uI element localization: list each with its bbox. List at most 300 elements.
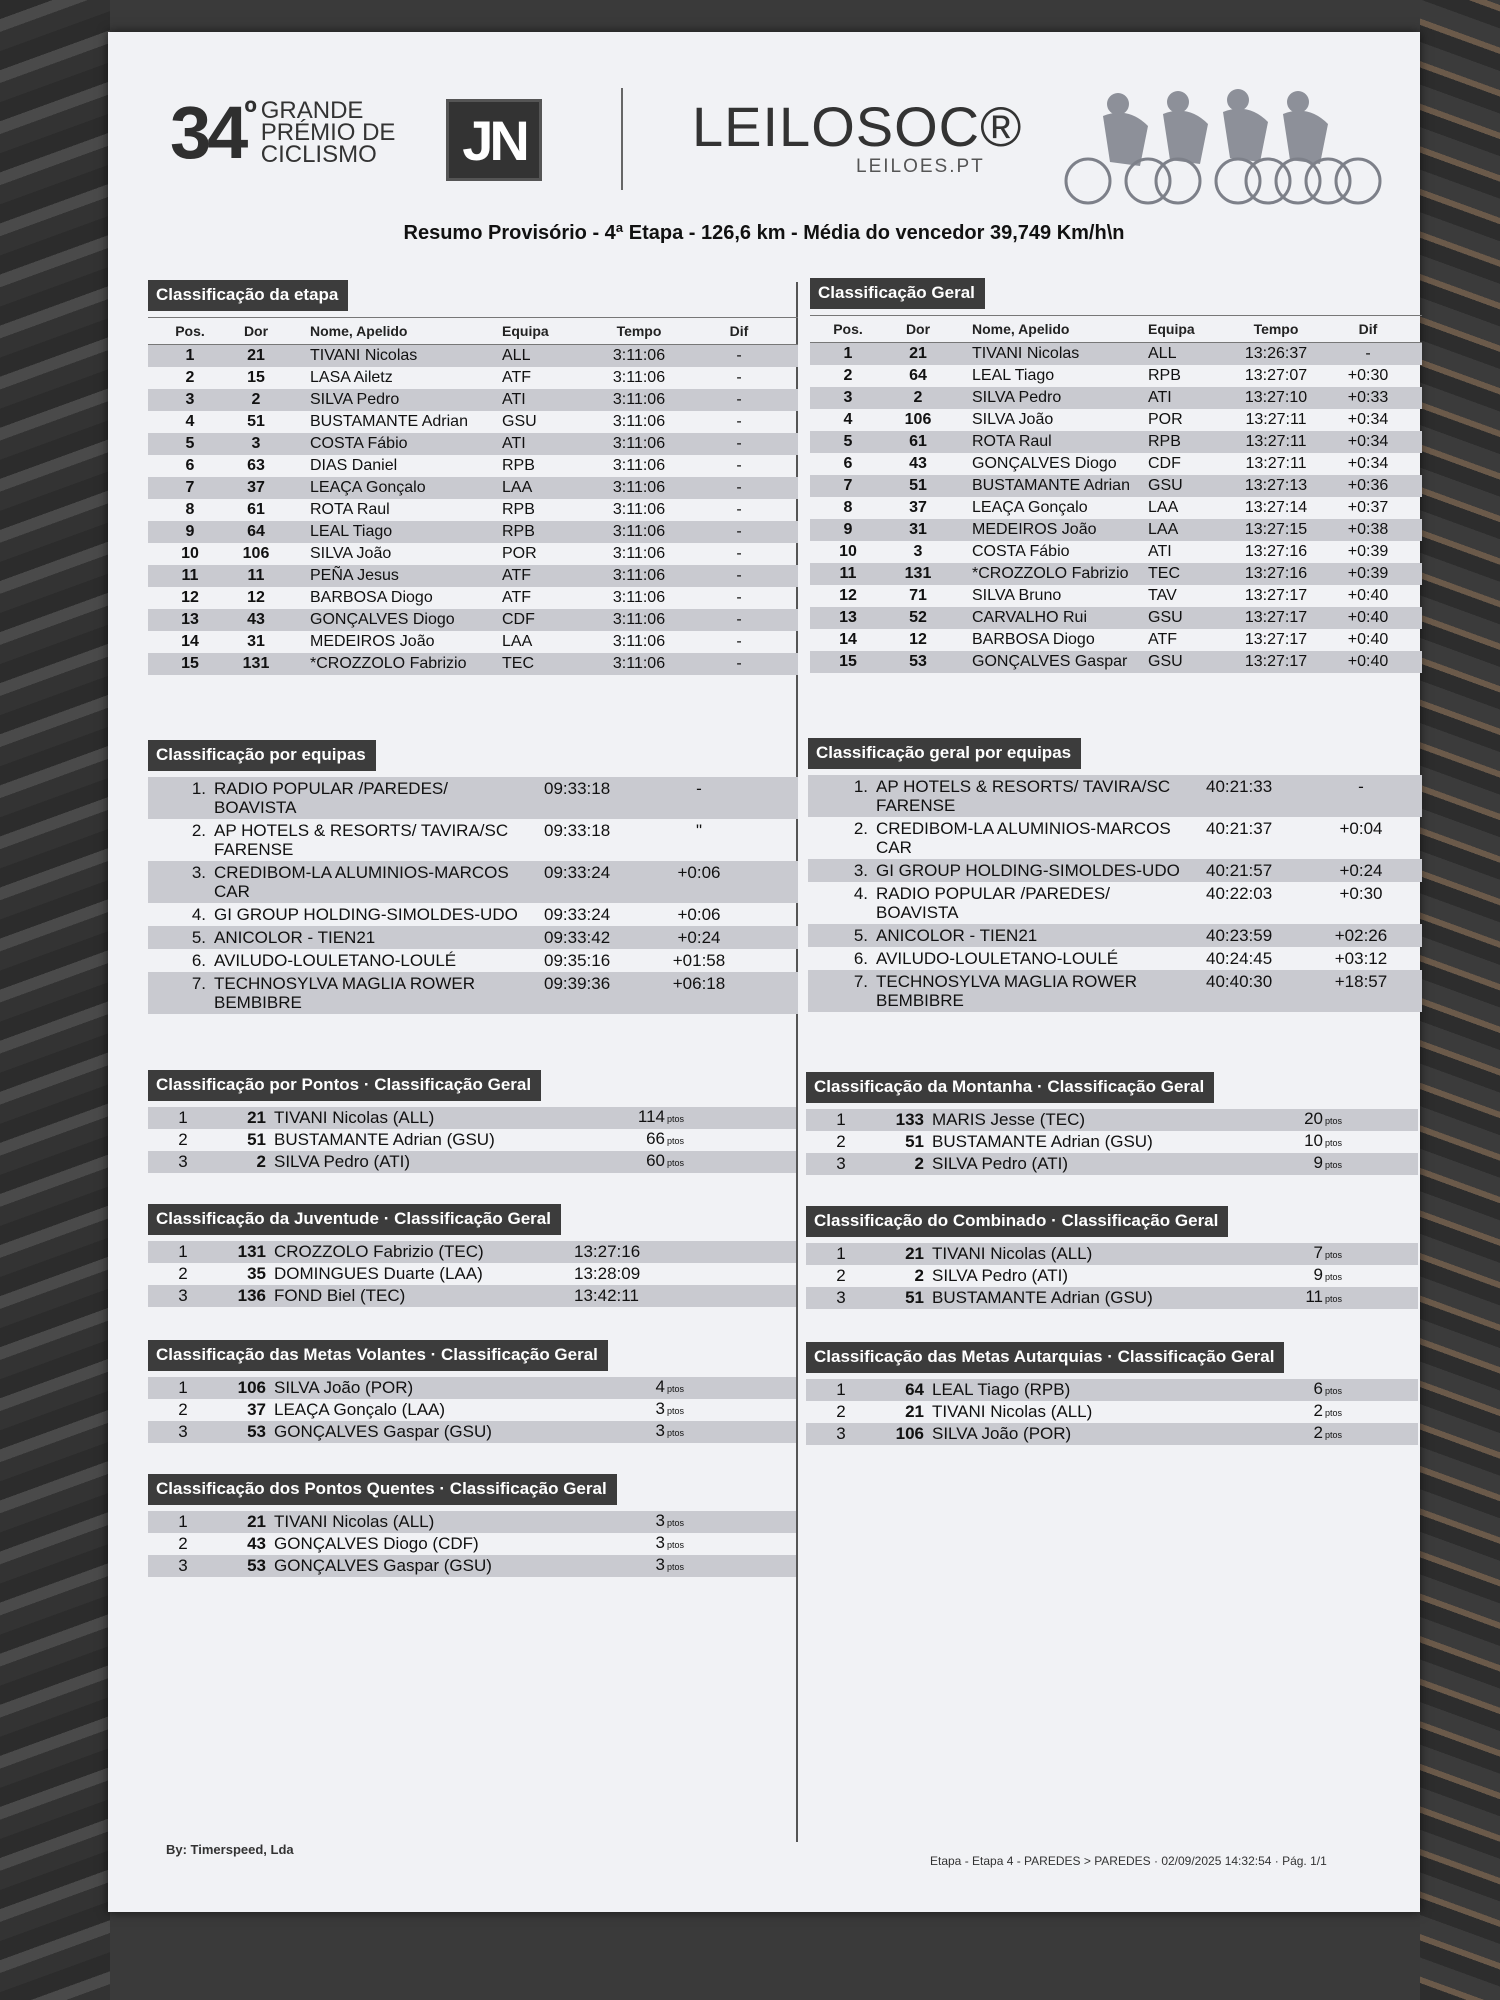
team-row xyxy=(808,970,1422,1012)
section-title: Classificação dos Pontos Quentes · Classificação Geral xyxy=(148,1474,617,1505)
bib-number: 131 xyxy=(237,1242,266,1261)
team-position: 6. xyxy=(853,949,868,968)
team-position: 1. xyxy=(191,779,206,798)
table-cell: MEDEIROS João xyxy=(310,633,435,650)
team-time: 40:22:03 xyxy=(1206,884,1273,903)
points-cell xyxy=(574,1398,684,1422)
table-cell: +0:34 xyxy=(1347,411,1389,428)
points-value: 66 xyxy=(646,1129,665,1148)
table-row xyxy=(148,521,798,543)
table-row xyxy=(148,1285,796,1307)
team-gap: +02:26 xyxy=(1334,926,1388,945)
team-gap: - xyxy=(696,779,702,798)
rank: 3 xyxy=(178,1422,188,1441)
mountain-classification xyxy=(806,1072,1418,1175)
rider-name: TIVANI Nicolas (ALL) xyxy=(274,1108,435,1127)
section-title: Classificação geral por equipas xyxy=(808,738,1081,769)
table-cell: COSTA Fábio xyxy=(310,435,408,452)
table-cell: 8 xyxy=(185,501,195,518)
table-cell: 8 xyxy=(843,499,853,516)
team-row xyxy=(808,947,1422,970)
table-cell: 52 xyxy=(909,609,927,626)
points-unit: ptos xyxy=(666,1518,684,1528)
table-row xyxy=(148,609,798,631)
page-title: Resumo Provisório - 4ª Etapa - 126,6 km - Média do vencedor 39,749 Km/h\n xyxy=(403,222,1125,244)
table-row xyxy=(148,1377,796,1399)
team-time: 09:33:18 xyxy=(544,779,611,798)
team-name: ANICOLOR - TIEN21 xyxy=(214,928,376,947)
bib-number: 21 xyxy=(247,1512,266,1531)
table-cell: TAV xyxy=(1148,587,1177,604)
section-title: Classificação da Juventude · Classificação Geral xyxy=(148,1204,561,1235)
table-row xyxy=(810,563,1422,585)
rider-name: SILVA João (POR) xyxy=(932,1424,1072,1443)
team-position: 2. xyxy=(191,821,206,840)
youth-classification xyxy=(148,1204,796,1307)
table-cell: 64 xyxy=(909,367,927,384)
rider-name: CROZZOLO Fabrizio (TEC) xyxy=(274,1242,484,1261)
team-stage-table xyxy=(148,777,798,1014)
team-time: 09:33:18 xyxy=(544,821,611,840)
points-value: 3 xyxy=(655,1421,665,1440)
table-cell: 13:26:37 xyxy=(1244,345,1308,362)
team-position: 4. xyxy=(191,905,206,924)
stage-table-body xyxy=(148,345,798,675)
table-cell: 13 xyxy=(839,609,857,626)
table-cell: BARBOSA Diogo xyxy=(972,631,1095,648)
table-cell: 106 xyxy=(904,411,932,428)
table-row xyxy=(810,519,1422,541)
table-cell: 2 xyxy=(913,389,923,406)
team-gap: +18:57 xyxy=(1334,972,1388,991)
table-cell: 13:27:14 xyxy=(1244,499,1308,516)
mountain-table xyxy=(806,1109,1418,1175)
rider-name: BUSTAMANTE Adrian (GSU) xyxy=(274,1130,495,1149)
bib-number: 37 xyxy=(247,1400,266,1419)
team-gap: +06:18 xyxy=(672,974,726,993)
team-name: GI GROUP HOLDING-SIMOLDES-UDO xyxy=(876,861,1180,880)
rider-time: 13:27:16 xyxy=(574,1242,641,1261)
table-cell: RPB xyxy=(502,501,535,518)
team-row xyxy=(148,819,798,861)
section-title: Classificação Geral xyxy=(810,278,985,309)
points-value: 3 xyxy=(655,1399,665,1418)
team-gap: +0:24 xyxy=(677,928,721,947)
table-cell: SILVA Bruno xyxy=(972,587,1062,604)
table-cell: 6 xyxy=(185,457,195,474)
table-cell: 12 xyxy=(247,589,265,606)
team-row xyxy=(148,949,798,972)
table-cell: 10 xyxy=(181,545,199,562)
table-row xyxy=(148,543,798,565)
team-row xyxy=(148,777,798,819)
table-row xyxy=(148,1263,796,1285)
table-cell: GSU xyxy=(1148,653,1183,670)
table-cell: 61 xyxy=(247,501,265,518)
table-cell: 106 xyxy=(242,545,270,562)
table-row xyxy=(810,387,1422,409)
team-name: GI GROUP HOLDING-SIMOLDES-UDO xyxy=(214,905,518,924)
table-cell: 7 xyxy=(185,479,195,496)
table-row xyxy=(806,1287,1418,1309)
team-row xyxy=(808,859,1422,882)
points-unit: ptos xyxy=(1324,1294,1342,1304)
section-title: Classificação por Pontos · Classificação Geral xyxy=(148,1070,541,1101)
team-row xyxy=(148,903,798,926)
table-cell: 2 xyxy=(843,367,853,384)
table-row xyxy=(810,409,1422,431)
table-cell: 9 xyxy=(843,521,853,538)
rider-name: SILVA João (POR) xyxy=(274,1378,414,1397)
table-row xyxy=(810,629,1422,651)
table-cell: 7 xyxy=(843,477,853,494)
section-title: Classificação do Combinado · Classificação Geral xyxy=(806,1206,1228,1237)
rider-name: LEAL Tiago (RPB) xyxy=(932,1380,1071,1399)
table-cell: 13:27:15 xyxy=(1244,521,1308,538)
youth-table xyxy=(148,1241,796,1307)
table-row xyxy=(806,1243,1418,1265)
points-unit: ptos xyxy=(1324,1160,1342,1170)
bib-number: 21 xyxy=(905,1244,924,1263)
general-table-body xyxy=(810,343,1422,673)
table-cell: GONÇALVES Diogo xyxy=(310,611,455,628)
table-cell: TEC xyxy=(1148,565,1180,582)
table-cell: PEÑA Jesus xyxy=(310,567,399,584)
table-cell: 5 xyxy=(843,433,853,450)
table-row xyxy=(148,1151,796,1173)
table-cell: ATF xyxy=(1148,631,1178,648)
bib-number: 106 xyxy=(895,1424,924,1443)
table-cell: SILVA João xyxy=(310,545,392,562)
jn-logo: JN xyxy=(446,99,542,181)
table-cell: +0:39 xyxy=(1347,565,1389,582)
table-cell: TIVANI Nicolas xyxy=(972,345,1080,362)
points-unit: ptos xyxy=(1324,1250,1342,1260)
table-cell: +0:40 xyxy=(1347,587,1389,604)
rider-name: SILVA Pedro (ATI) xyxy=(932,1266,1069,1285)
table-cell: 13:27:11 xyxy=(1245,455,1307,472)
combined-table xyxy=(806,1243,1418,1309)
team-time: 09:33:24 xyxy=(544,905,611,924)
table-row xyxy=(148,1511,796,1533)
table-row xyxy=(806,1109,1418,1131)
bib-number: 2 xyxy=(914,1266,924,1285)
team-name: AVILUDO-LOULETANO-LOULÉ xyxy=(876,949,1119,968)
rider-name: GONÇALVES Gaspar (GSU) xyxy=(274,1422,492,1441)
sponsor-url: LEILOES.PT xyxy=(856,156,985,177)
table-cell: 131 xyxy=(904,565,932,582)
table-cell: 3:11:06 xyxy=(612,567,666,584)
points-value: 7 xyxy=(1313,1243,1323,1262)
points-cell xyxy=(574,1376,684,1400)
rider-name: BUSTAMANTE Adrian (GSU) xyxy=(932,1288,1153,1307)
table-cell: LAA xyxy=(1148,499,1179,516)
table-cell: - xyxy=(736,545,742,562)
rank: 1 xyxy=(836,1244,846,1263)
rank: 1 xyxy=(178,1512,188,1531)
rank: 1 xyxy=(178,1108,188,1127)
table-cell: 3:11:06 xyxy=(612,479,666,496)
table-cell: +0:39 xyxy=(1347,543,1389,560)
table-cell: 13:27:11 xyxy=(1245,433,1307,450)
points-cell xyxy=(1232,1400,1342,1424)
table-cell: 14 xyxy=(839,631,857,648)
team-row xyxy=(808,924,1422,947)
section-title: Classificação por equipas xyxy=(148,740,376,771)
table-row xyxy=(806,1423,1418,1445)
table-cell: 3 xyxy=(913,543,923,560)
table-cell: LEAL Tiago xyxy=(972,367,1055,384)
table-cell: 12 xyxy=(839,587,857,604)
table-cell: ATI xyxy=(1148,389,1172,406)
team-position: 5. xyxy=(191,928,206,947)
bib-number: 51 xyxy=(905,1132,924,1151)
header-divider xyxy=(621,88,623,190)
rider-name: TIVANI Nicolas (ALL) xyxy=(932,1244,1093,1263)
table-cell: 3:11:06 xyxy=(612,347,666,364)
points-cell xyxy=(1232,1108,1342,1132)
table-cell: - xyxy=(736,347,742,364)
rank: 2 xyxy=(178,1534,188,1553)
points-unit: ptos xyxy=(666,1428,684,1438)
team-row xyxy=(148,861,798,903)
team-gap: +01:58 xyxy=(672,951,726,970)
table-cell: 131 xyxy=(242,655,270,672)
bib-number: 64 xyxy=(905,1380,924,1399)
team-gap: +0:04 xyxy=(1339,819,1383,838)
points-classification xyxy=(148,1070,796,1173)
points-unit: ptos xyxy=(1324,1408,1342,1418)
table-row xyxy=(810,651,1422,673)
bib-number: 2 xyxy=(256,1152,266,1171)
team-gap: +0:06 xyxy=(677,905,721,924)
rank: 3 xyxy=(178,1556,188,1575)
table-cell: GSU xyxy=(1148,477,1183,494)
rider-name: LEAÇA Gonçalo (LAA) xyxy=(274,1400,446,1419)
table-cell: CDF xyxy=(1148,455,1181,472)
points-value: 3 xyxy=(655,1511,665,1530)
table-cell: SILVA João xyxy=(972,411,1054,428)
points-cell xyxy=(1232,1378,1342,1402)
team-gap: +0:24 xyxy=(1339,861,1383,880)
table-cell: 3:11:06 xyxy=(612,369,666,386)
table-row xyxy=(148,455,798,477)
table-cell: *CROZZOLO Fabrizio xyxy=(310,655,467,672)
table-cell: CDF xyxy=(502,611,535,628)
table-cell: RPB xyxy=(1148,367,1181,384)
table-cell: MEDEIROS João xyxy=(972,521,1097,538)
points-value: 114 xyxy=(637,1107,665,1126)
rider-name: MARIS Jesse (TEC) xyxy=(932,1110,1086,1129)
table-cell: 13:27:10 xyxy=(1244,389,1308,406)
team-row xyxy=(808,775,1422,817)
table-cell: 11 xyxy=(181,567,199,584)
table-cell: 21 xyxy=(247,347,265,364)
bib-number: 106 xyxy=(237,1378,266,1397)
table-cell: 2 xyxy=(251,391,261,408)
table-cell: *CROZZOLO Fabrizio xyxy=(972,565,1129,582)
table-cell: 3:11:06 xyxy=(612,655,666,672)
team-time: 40:21:37 xyxy=(1206,819,1273,838)
table-cell: 43 xyxy=(909,455,927,472)
table-cell: GSU xyxy=(1148,609,1183,626)
table-cell: CARVALHO Rui xyxy=(972,609,1087,626)
team-gap: +03:12 xyxy=(1334,949,1388,968)
team-name: ANICOLOR - TIEN21 xyxy=(876,926,1038,945)
municipal-classification xyxy=(806,1342,1418,1445)
rank: 2 xyxy=(178,1400,188,1419)
hotspots-classification xyxy=(148,1474,796,1577)
table-cell: 3:11:06 xyxy=(612,413,666,430)
team-name: RADIO POPULAR /PAREDES/ BOAVISTA xyxy=(876,884,1110,922)
points-value: 3 xyxy=(655,1533,665,1552)
team-row xyxy=(808,817,1422,859)
background-right xyxy=(1420,0,1500,2000)
team-name: RADIO POPULAR /PAREDES/ BOAVISTA xyxy=(214,779,448,817)
table-cell: 15 xyxy=(247,369,265,386)
team-general-table xyxy=(808,775,1422,1012)
team-row xyxy=(808,882,1422,924)
team-position: 3. xyxy=(853,861,868,880)
team-position: 1. xyxy=(853,777,868,796)
table-cell: 15 xyxy=(839,653,857,670)
table-cell: 3:11:06 xyxy=(612,589,666,606)
bib-number: 43 xyxy=(247,1534,266,1553)
table-cell: 1 xyxy=(843,345,853,362)
team-gap: - xyxy=(1358,777,1364,796)
combined-classification xyxy=(806,1206,1418,1309)
team-position: 3. xyxy=(191,863,206,882)
table-cell: 13:27:16 xyxy=(1244,565,1308,582)
table-cell: LEAÇA Gonçalo xyxy=(972,499,1088,516)
points-cell xyxy=(574,1532,684,1556)
points-cell xyxy=(574,1106,684,1130)
table-cell: TEC xyxy=(502,655,534,672)
table-row xyxy=(148,411,798,433)
team-position: 7. xyxy=(191,974,206,993)
table-cell: TIVANI Nicolas xyxy=(310,347,418,364)
table-cell: RPB xyxy=(502,523,535,540)
rank: 1 xyxy=(178,1378,188,1397)
team-position: 7. xyxy=(853,972,868,991)
table-cell: 13:27:17 xyxy=(1244,653,1308,670)
team-time: 09:33:24 xyxy=(544,863,611,882)
table-row xyxy=(810,343,1422,365)
table-cell: ALL xyxy=(1148,345,1177,362)
points-cell xyxy=(574,1510,684,1534)
bib-number: 21 xyxy=(247,1108,266,1127)
table-cell: POR xyxy=(502,545,537,562)
table-header: Pos. Dor Nome, Apelido Equipa Tempo Dif xyxy=(810,315,1422,343)
table-cell: - xyxy=(736,413,742,430)
team-time: 40:23:59 xyxy=(1206,926,1273,945)
table-cell: 3 xyxy=(251,435,261,452)
table-cell: +0:34 xyxy=(1347,433,1389,450)
table-cell: - xyxy=(736,369,742,386)
table-cell: 3:11:06 xyxy=(612,457,666,474)
team-name: TECHNOSYLVA MAGLIA ROWER BEMBIBRE xyxy=(214,974,476,1012)
table-row xyxy=(148,1107,796,1129)
rider-time: 13:28:09 xyxy=(574,1264,641,1283)
table-cell: 71 xyxy=(909,587,927,604)
table-cell: - xyxy=(736,589,742,606)
table-cell: 13:27:11 xyxy=(1245,411,1307,428)
table-cell: 3:11:06 xyxy=(612,611,666,628)
team-name: TECHNOSYLVA MAGLIA ROWER BEMBIBRE xyxy=(876,972,1138,1010)
team-time: 40:21:33 xyxy=(1206,777,1273,796)
table-row xyxy=(148,477,798,499)
table-cell: - xyxy=(736,457,742,474)
table-cell: - xyxy=(736,479,742,496)
table-cell: 5 xyxy=(185,435,195,452)
table-row xyxy=(806,1401,1418,1423)
table-cell: +0:37 xyxy=(1347,499,1389,516)
table-cell: +0:38 xyxy=(1347,521,1389,538)
table-row xyxy=(810,365,1422,387)
general-classification xyxy=(810,278,1422,673)
team-time: 40:40:30 xyxy=(1206,972,1273,991)
points-cell xyxy=(574,1128,684,1152)
table-cell: +0:36 xyxy=(1347,477,1389,494)
table-cell: ATF xyxy=(502,567,532,584)
table-row xyxy=(148,389,798,411)
sprints-table xyxy=(148,1377,796,1443)
table-row xyxy=(810,607,1422,629)
rider-name: GONÇALVES Diogo (CDF) xyxy=(274,1534,479,1553)
table-row xyxy=(148,631,798,653)
table-cell: 13:27:17 xyxy=(1244,631,1308,648)
table-cell: 11 xyxy=(247,567,265,584)
table-cell: ALL xyxy=(502,347,531,364)
table-cell: 15 xyxy=(181,655,199,672)
points-unit: ptos xyxy=(666,1406,684,1416)
table-cell: ATI xyxy=(502,391,526,408)
grande-premio-logo: $34^º$ GRANDE PRÉMIO DE CICLISMO xyxy=(170,91,396,174)
points-cell xyxy=(574,1554,684,1578)
table-row xyxy=(148,1241,796,1263)
rider-name: TIVANI Nicolas (ALL) xyxy=(932,1402,1093,1421)
table-cell: 13:27:17 xyxy=(1244,609,1308,626)
table-cell: LEAÇA Gonçalo xyxy=(310,479,426,496)
table-cell: 3:11:06 xyxy=(612,523,666,540)
table-cell: 11 xyxy=(839,565,857,582)
team-time: 09:39:36 xyxy=(544,974,611,993)
points-value: 2 xyxy=(1313,1423,1323,1442)
bib-number: 2 xyxy=(914,1154,924,1173)
table-row xyxy=(810,497,1422,519)
footer-info: Etapa - Etapa 4 - PAREDES > PAREDES · 02/09/2025 14:32:54 · Pág. 1/1 xyxy=(930,1854,1327,1868)
points-table xyxy=(148,1107,796,1173)
points-cell xyxy=(1232,1286,1342,1310)
team-position: 6. xyxy=(191,951,206,970)
points-unit: ptos xyxy=(1324,1138,1342,1148)
table-cell: GONÇALVES Diogo xyxy=(972,455,1117,472)
points-unit: ptos xyxy=(666,1136,684,1146)
table-cell: RPB xyxy=(502,457,535,474)
table-header: Pos. Dor Nome, Apelido Equipa Tempo Dif xyxy=(148,317,798,345)
rank: 3 xyxy=(836,1288,846,1307)
table-cell: - xyxy=(736,633,742,650)
hotspots-table xyxy=(148,1511,796,1577)
table-cell: LEAL Tiago xyxy=(310,523,393,540)
table-cell: 3:11:06 xyxy=(612,391,666,408)
sprints-classification xyxy=(148,1340,796,1443)
table-cell: LAA xyxy=(502,479,533,496)
table-cell: - xyxy=(736,435,742,452)
team-position: 2. xyxy=(853,819,868,838)
rider-name: TIVANI Nicolas (ALL) xyxy=(274,1512,435,1531)
team-gap: " xyxy=(695,821,703,840)
